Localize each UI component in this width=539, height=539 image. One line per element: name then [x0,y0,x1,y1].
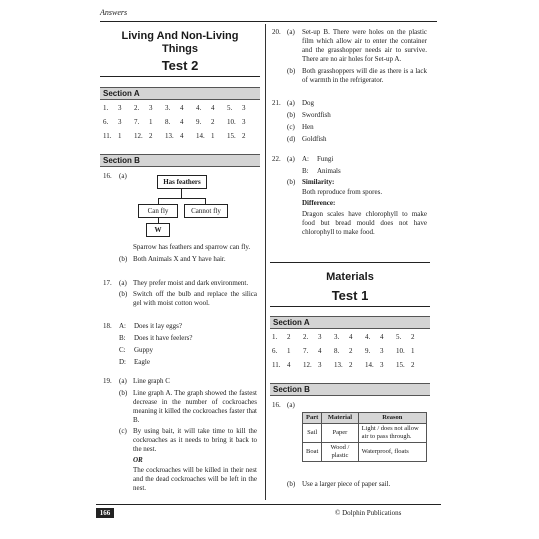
answer-text: Fungi [317,155,334,163]
question-number: 1. [103,104,109,112]
answer-choice: 4 [180,132,184,140]
title-rule [270,306,430,307]
answer-choice: 2 [211,118,215,126]
answer-choice: 4 [287,361,291,369]
answer-choice: 4 [211,104,215,112]
answer-choice: 2 [411,361,415,369]
answer-text: Guppy [134,346,154,354]
question-number: 11. [272,361,281,369]
section-b-heading: Section B [270,383,430,396]
answer-label: (b) [287,111,296,119]
tree-connector [158,198,206,199]
title-rule [270,262,430,263]
answer-choice: 1 [287,347,291,355]
question-number: 14. [196,132,205,140]
answer-choice: 2 [149,132,153,140]
question-number: 22. [272,155,281,163]
section-b-heading: Section B [100,154,260,167]
question-number: 16. [103,172,112,180]
answer-choice: 3 [380,361,384,369]
part-label: (a) [119,279,127,287]
answer-choice: 3 [118,104,122,112]
question-number: 7. [303,347,309,355]
tree-connector [181,188,182,198]
answer-text: Does it lay eggs? [134,322,183,330]
running-header: Answers [100,8,128,17]
table-cell: Waterproof, floats [358,443,426,462]
table-header: Reason [358,413,426,424]
header-rule [100,21,437,22]
table-header: Material [322,413,358,424]
part-label: (b) [287,480,296,488]
table-row [303,443,427,462]
question-number: 17. [103,279,112,287]
part-label: (b) [119,255,128,263]
answer-choice: 2 [411,333,415,341]
table-cell: Light / does not allow air to pass through. [358,424,426,443]
question-number: 20. [272,28,281,36]
answer-choice: 1 [411,347,415,355]
answer-label: (a) [287,99,295,107]
question-number: 4. [196,104,202,112]
answer-choice: 1 [118,132,122,140]
question-number: 13. [334,361,343,369]
table-cell: Wood / plastic [322,443,358,462]
answer-text: Switch off the bulb and replace the silica gel with moist cotton wool. [133,290,257,307]
answer-text: Eagle [134,358,150,366]
or-label: OR [133,456,143,464]
answer-choice: 2 [349,347,353,355]
answer-choice: 3 [118,118,122,126]
answer-choice: 4 [380,333,384,341]
question-number: 8. [165,118,171,126]
question-number: 6. [103,118,109,126]
question-number: 16. [272,401,281,409]
part-label: (a) [287,28,295,36]
part-label: (b) [287,178,296,186]
question-number: 10. [227,118,236,126]
question-number: 18. [103,322,112,330]
section-a-heading: Section A [270,316,430,329]
test-title: Test 2 [161,58,199,73]
question-number: 12. [134,132,143,140]
answer-choice: 1 [211,132,215,140]
answer-choice: 4 [318,347,322,355]
answer-text: Use a larger piece of paper sail. [302,480,391,488]
question-number: 7. [134,118,140,126]
question-number: 15. [396,361,405,369]
answer-text: By using bait, it will take time to kill the cockroaches as it needs to bring it back to the nest. [133,427,257,453]
question-number: 11. [103,132,112,140]
page-number: 166 [96,508,114,518]
answer-choice: 3 [242,118,246,126]
tree-root-box: Has feathers [157,175,207,189]
answer-text: The cockroaches will be killed in their nest and the dead cockroaches will be left in the nest. [133,466,257,492]
part-label: (a) [119,172,127,180]
chapter-title-line2: Things [161,43,199,55]
part-label: (b) [287,67,296,75]
answer-choice: 4 [349,333,353,341]
answer-text: Set-up B. There were holes on the plastic film which allow air to enter the container and the grasshopper needs air to survive. There are no air holes for Set-up A. [302,28,427,63]
answer-text: Both reproduce from spores. [302,188,383,196]
part-label: (a) [287,155,295,163]
answer-text: Line graph A. The graph showed the fastest decrease in the number of cockroaches meaning it killed the cockroaches faster that B. [133,389,257,424]
answer-choice: 2 [349,361,353,369]
question-number: 15. [227,132,236,140]
answer-choice: 2 [287,333,291,341]
question-number: 4. [365,333,371,341]
question-number: 2. [303,333,309,341]
answer-choice: 3 [318,361,322,369]
answer-label: (d) [287,135,296,143]
answer-text: Both grasshoppers will die as there is a lack of warmth in the refrigerator. [302,67,427,84]
answer-choice: 4 [180,118,184,126]
answer-choice: 4 [180,104,184,112]
answer-text: Animals [317,167,341,175]
part-label: (b) [119,290,128,298]
question-number: 5. [396,333,402,341]
tree-box-can-fly: Can fly [138,204,178,218]
question-number: 14. [365,361,374,369]
answer-choice: 3 [242,104,246,112]
answer-text: Goldfish [302,135,327,143]
question-number: 6. [272,347,278,355]
answer-label: D: [119,358,126,366]
question-number: 9. [365,347,371,355]
answer-text: Does it have feelers? [134,334,193,342]
tree-box-w: W [146,223,170,237]
answer-choice: 3 [318,333,322,341]
answer-choice: 1 [149,118,153,126]
question-number: 12. [303,361,312,369]
chapter-title: Materials [326,271,374,283]
question-number: 9. [196,118,202,126]
part-label: (b) [119,389,128,397]
column-divider [265,24,266,500]
table-cell: Sail [303,424,322,443]
answer-label: A: [302,155,309,163]
answer-label: (c) [287,123,295,131]
answer-label: A: [119,322,126,330]
similarity-label: Similarity: [302,178,335,186]
answer-label: B: [119,334,126,342]
question-number: 1. [272,333,278,341]
question-number: 21. [272,99,281,107]
answer-text: Sparrow has feathers and sparrow can fly. [133,243,251,251]
test-title: Test 1 [331,288,369,303]
answer-text: Line graph C [133,377,170,385]
difference-label: Difference: [302,199,336,207]
publisher: © Dolphin Publications [335,509,402,517]
question-number: 10. [396,347,405,355]
question-number: 3. [334,333,340,341]
question-number: 3. [165,104,171,112]
chapter-title-line1: Living And Non-Living [121,30,239,42]
materials-table [302,412,427,462]
footer-rule [96,504,441,505]
title-rule [100,76,260,77]
table-cell: Paper [322,424,358,443]
question-number: 19. [103,377,112,385]
answer-text: Dog [302,99,315,107]
table-cell: Boat [303,443,322,462]
answer-text: Both Animals X and Y have hair. [133,255,226,263]
part-label: (a) [287,401,295,409]
part-label: (a) [119,377,127,385]
tree-box-cannot-fly: Cannot fly [184,204,228,218]
answer-label: B: [302,167,309,175]
table-row [303,424,427,443]
answer-choice: 3 [149,104,153,112]
section-a-heading: Section A [100,87,260,100]
answer-choice: 3 [380,347,384,355]
answer-label: C: [119,346,126,354]
answer-text: Hen [302,123,314,131]
answer-text: Dragon scales have chlorophyll to make food but bread mould does not have chlorophyll to make food. [302,210,427,236]
answer-text: Swordfish [302,111,331,119]
question-number: 13. [165,132,174,140]
answer-choice: 2 [242,132,246,140]
answer-text: They prefer moist and dark environment. [133,279,249,287]
question-number: 5. [227,104,233,112]
part-label: (c) [119,427,127,435]
question-number: 8. [334,347,340,355]
question-number: 2. [134,104,140,112]
table-header: Part [303,413,322,424]
